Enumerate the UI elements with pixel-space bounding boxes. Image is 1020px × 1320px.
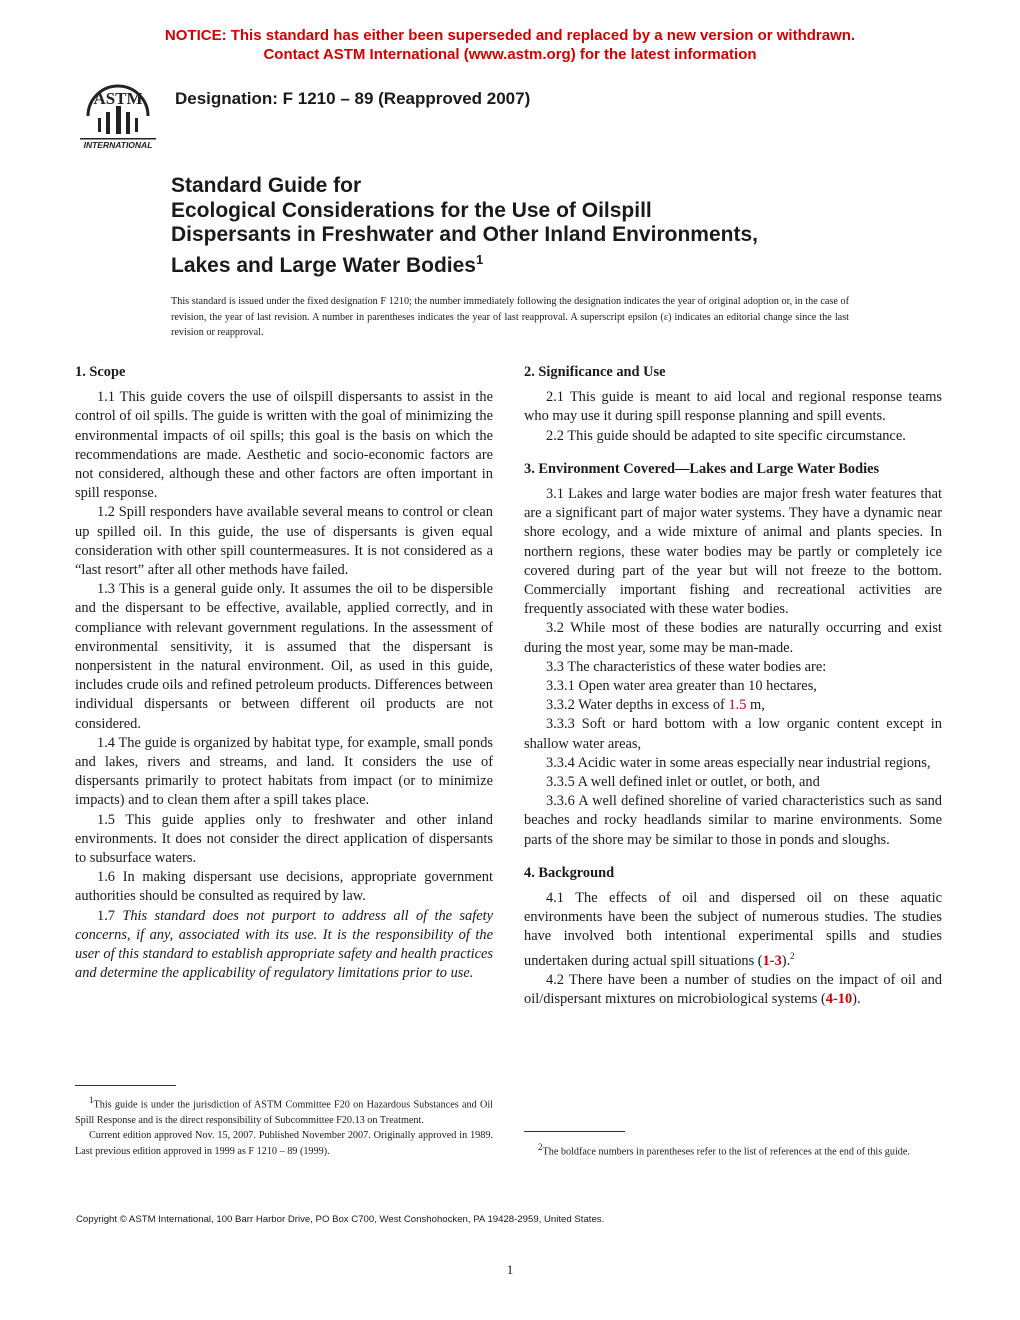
footnote-1 <box>75 1093 493 1128</box>
notice-line-1: NOTICE: This standard has either been superseded and replaced by a new version or withdrawn. <box>164 27 856 44</box>
logo-caption: INTERNATIONAL <box>83 140 153 150</box>
footnotes-right <box>524 1140 942 1160</box>
designation: Designation: F 1210 – 89 (Reapproved 2007) <box>175 89 531 108</box>
footnotes-left <box>75 1093 493 1159</box>
paragraph-4-2 <box>524 971 942 1009</box>
astm-logo <box>76 72 160 152</box>
paragraph-1-7-text: This standard does not purport to address all of the safety concerns, if any, associated with its use. It is the responsibility of the user of this standard to establish appropriate safety and health practices and determine the applicability of regulatory limitations prior to use. <box>75 907 493 982</box>
paragraph-4-1 <box>524 889 942 971</box>
paragraph-1-5: 1.5 This guide applies only to freshwater and other inland environments. It does not consider the direct application of dispersants to subsurface waters. <box>75 811 493 867</box>
reference-link-4-10[interactable]: 4-10 <box>825 990 853 1007</box>
title-line-2: Ecological Considerations for the Use of Oilspill <box>171 198 652 222</box>
paragraph-3-3-2 <box>524 696 942 715</box>
footnote-2 <box>524 1140 942 1160</box>
section-heading-significance: 2. Significance and Use <box>524 364 666 380</box>
paragraph-3-3-4: 3.3.4 Acidic water in some areas especially near industrial regions, <box>546 754 931 771</box>
paragraph-3-3-6: 3.3.6 A well defined shoreline of varied characteristics such as sand beaches and rocky headlands similar to marine environments. Some parts of the shore may be similar to those in ponds and sloughs. <box>524 793 942 848</box>
paragraph-4-1-pre: 4.1 The effects of oil and dispersed oil on these aquatic environments have been the subject of numerous studies. The studies have involved both intentional experimental spills and studies undertaken during actual spill situations ( <box>524 890 942 969</box>
footnote-rule-right <box>524 1131 625 1132</box>
title-footnote-ref[interactable]: 1 <box>475 251 484 267</box>
paragraph-4-2-post: ). <box>852 990 861 1007</box>
title-line-4 <box>171 248 931 279</box>
notice-banner <box>0 26 1020 64</box>
paragraph-1-3: 1.3 This is a general guide only. It assumes the oil to be dispersible and the dispersant to be effective, available, applied correctly, and in compliance with relevant government regulations. In the assessment of environmental sensitivity, it is assumed that the dispersant is nonpersistent in the natural environment. Oil, as used in this guide, includes crude oils and refined petroleum products. Differences between individual dispersants or between different oil products are not considered. <box>75 581 493 732</box>
document-title <box>171 174 931 278</box>
page-number: 1 <box>506 1262 514 1277</box>
paragraph-2-2: 2.2 This guide should be adapted to site specific circumstance. <box>546 427 906 444</box>
paragraph-1-2: 1.2 Spill responders have available several means to control or clean up spilled oil. In this guide, the use of dispersants is given equal consideration with other spill countermeasures. It is not considered as a “last resort” after all other methods have failed. <box>75 504 493 579</box>
paragraph-3-3-5: 3.3.5 A well defined inlet or outlet, or both, and <box>546 774 820 791</box>
paragraph-3-3-1: 3.3.1 Open water area greater than 10 hectares, <box>546 678 817 695</box>
issued-note: This standard is issued under the fixed designation F 1210; the number immediately following the designation indicates the year of original adoption or, in the case of revision, the year of last revision. A number in parentheses indicates the year of last reapproval. A superscript epsilon (ε) indicates an editorial change since the last revision or reapproval. <box>171 296 849 338</box>
right-column <box>524 363 942 1009</box>
paragraph-3-2: 3.2 While most of these bodies are naturally occurring and exist during the most year, some may be man-made. <box>524 620 942 656</box>
title-line-3: Dispersants in Freshwater and Other Inland Environments, <box>171 223 758 246</box>
paragraph-1-7 <box>75 907 493 984</box>
paragraph-1-4: 1.4 The guide is organized by habitat type, for example, small ponds and lakes, rivers and streams, and land. It considers the use of dispersants primarily to protect habitats from impact (or to minimize impacts) and to clean them after a spill takes place. <box>75 734 493 809</box>
paragraph-2-1: 2.1 This guide is meant to aid local and regional response teams who may use it during spill response planning and spill events. <box>524 389 942 425</box>
section-heading-background: 4. Background <box>524 864 615 881</box>
section-heading-scope: 1. Scope <box>75 364 126 380</box>
footnote-2-ref[interactable]: 2 <box>790 950 795 961</box>
title-line-4-text: Lakes and Large Water Bodies <box>171 253 476 277</box>
left-column <box>75 363 493 984</box>
paragraph-3-3-2-post: m, <box>750 697 765 714</box>
footnote-1-number: 1 <box>89 1095 94 1105</box>
paragraph-3-3-2-pre: 3.3.2 Water depths in excess of <box>546 697 725 714</box>
footnote-2-number: 2 <box>538 1142 543 1152</box>
depth-value-link[interactable]: 1.5 <box>728 697 747 714</box>
paragraph-3-3-3: 3.3.3 Soft or hard bottom with a low organic content except in shallow water areas, <box>524 716 942 752</box>
paragraph-1-6: 1.6 In making dispersant use decisions, appropriate government authorities should be consulted as required by law. <box>75 869 493 905</box>
footnote-1-edition: Current edition approved Nov. 15, 2007. Published November 2007. Originally approved in 1989. Last previous edition approved in 1999 as F 1210 – 89 (1999). <box>75 1130 493 1157</box>
footnote-1-text: This guide is under the jurisdiction of ASTM Committee F20 on Hazardous Substances and Oil Spill Response and is the direct responsibility of Subcommittee F20.13 on Treatment. <box>75 1099 493 1126</box>
paragraph-3-3: 3.3 The characteristics of these water bodies are: <box>546 658 827 675</box>
logo-wordmark: ASTM <box>93 89 143 108</box>
paragraph-3-1: 3.1 Lakes and large water bodies are major fresh water features that are a significant part of major water systems. They have a dynamic near shore ecology, and a wide mixture of animal and plants species. In northern regions, these water bodies may be partly or completely ice covered during part of the year but will not freeze to the bottom. Commercially important fishing and recreational activities are frequently associated with these water bodies. <box>524 486 942 618</box>
copyright-line: Copyright © ASTM International, 100 Barr Harbor Drive, PO Box C700, West Conshohocken, PA 19428-2959, United States. <box>76 1214 605 1225</box>
section-heading-environment: 3. Environment Covered—Lakes and Large Water Bodies <box>524 460 880 477</box>
footnote-2-text: The boldface numbers in parentheses refer to the list of references at the end of this guide. <box>542 1146 910 1158</box>
footnote-rule-left <box>75 1085 176 1086</box>
notice-line-2: Contact ASTM International (www.astm.org) for the latest information <box>263 46 757 63</box>
paragraph-1-1: 1.1 This guide covers the use of oilspill dispersants to assist in the control of oil spills. The guide is written with the goal of minimizing the environmental impacts of oil spills; this goal is the basis on which the recommendations are made. Aesthetic and socio-economic factors are not considered, although these and other factors are often important in spill response. <box>75 389 493 502</box>
reference-link-1-3[interactable]: 1-3 <box>762 952 782 969</box>
paragraph-4-1-post: ). <box>781 952 791 969</box>
paragraph-4-2-pre: 4.2 There have been a number of studies on the impact of oil and oil/dispersant mixtures on microbiological systems ( <box>524 971 942 1007</box>
title-line-1: Standard Guide for <box>171 174 362 197</box>
paragraph-1-7-number: 1.7 <box>97 907 115 924</box>
